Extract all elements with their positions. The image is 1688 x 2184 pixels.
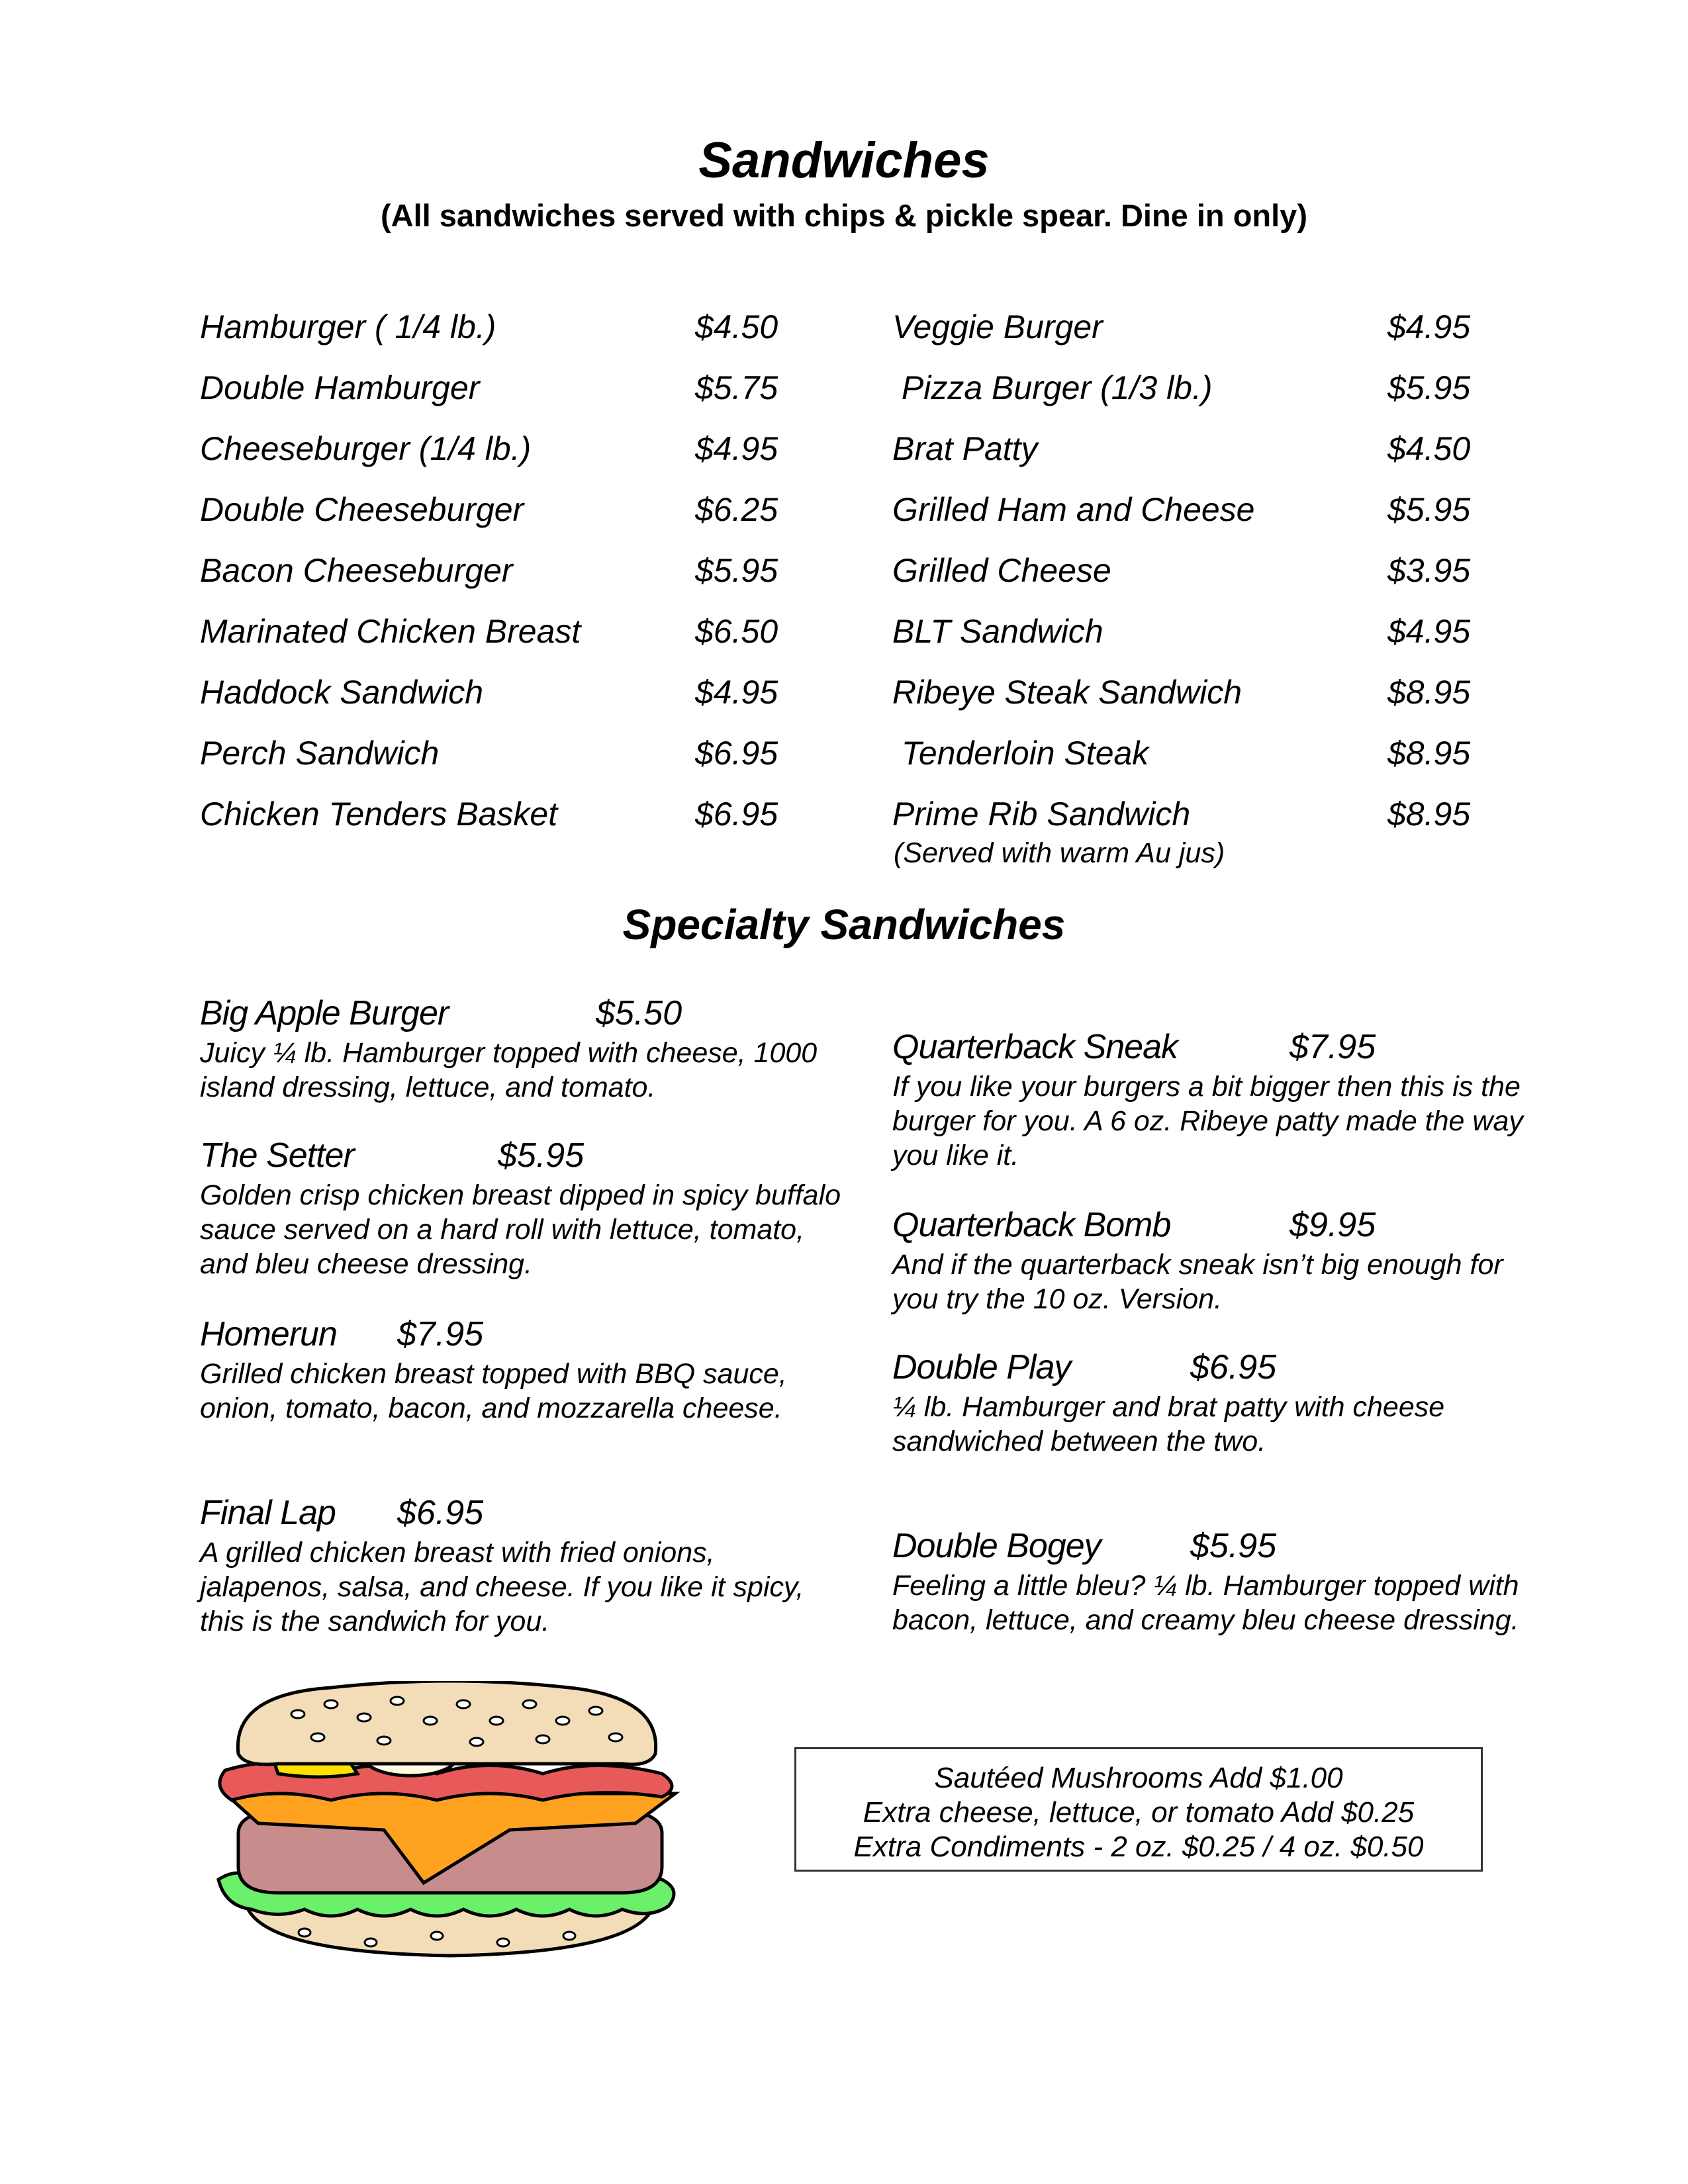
specialty-item [892, 1529, 1541, 1637]
prime-rib-note: (Served with warm Au jus) [894, 837, 1225, 869]
specialty-title: Specialty Sandwiches [622, 901, 1066, 948]
menu-item [892, 369, 1488, 430]
menu-item [200, 795, 796, 856]
specialty-item-name: The Setter [200, 1136, 354, 1175]
specialty-item-description: Golden crisp chicken breast dipped in spicy buffalo sauce served on a hard roll with lettuce, tomato, and bleu cheese dressing. [200, 1179, 841, 1280]
specialty-item-name: Quarterback Bomb [892, 1206, 1171, 1244]
menu-item [200, 369, 796, 430]
extras-box [794, 1747, 1483, 1872]
menu-item-price: $5.75 [695, 369, 778, 406]
menu-item-price: $5.95 [1387, 491, 1471, 528]
menu-item [200, 551, 796, 612]
specialty-item-price: $9.95 [1289, 1206, 1376, 1244]
specialty-item-description: ¼ lb. Hamburger and brat patty with cheese sandwiched between the two. [892, 1391, 1445, 1457]
menu-item-name: Cheeseburger (1/4 lb.) [200, 430, 532, 467]
menu-item [200, 673, 796, 734]
menu-item-price: $8.95 [1387, 674, 1471, 711]
specialty-item [892, 1030, 1541, 1173]
specialty-item-name: Final Lap [200, 1494, 336, 1532]
extras-line: Extra cheese, lettuce, or tomato Add $0.25 [863, 1796, 1415, 1829]
specialty-item-description: A grilled chicken breast with fried onions, jalapenos, salsa, and cheese. If you like it spicy, this is the sandwich for you. [200, 1537, 804, 1637]
menu-item [200, 308, 796, 369]
menu-item-name: Double Hamburger [200, 369, 480, 406]
specialty-item-name: Double Bogey [892, 1527, 1101, 1565]
specialty-item [892, 1350, 1541, 1459]
menu-item [892, 430, 1488, 490]
menu-item-name: Prime Rib Sandwich [892, 796, 1191, 833]
menu-item-name: Haddock Sandwich [200, 674, 484, 711]
menu-item-price: $6.50 [695, 613, 778, 650]
menu-item-price: $4.95 [1387, 308, 1471, 345]
menu-item [200, 490, 796, 551]
menu-item-name: Tenderloin Steak [892, 735, 1149, 772]
menu-item [892, 612, 1488, 673]
menu-item-price: $5.95 [695, 552, 778, 589]
specialty-item-price: $6.95 [1190, 1348, 1277, 1387]
specialty-item-name: Double Play [892, 1348, 1071, 1387]
menu-item-name: Double Cheeseburger [200, 491, 524, 528]
specialty-item-price: $6.95 [397, 1494, 484, 1532]
specialty-item-description: And if the quarterback sneak isn’t big enough for you try the 10 oz. Version. [892, 1249, 1503, 1315]
menu-item-name: Brat Patty [892, 430, 1038, 467]
menu-item-price: $4.95 [695, 674, 778, 711]
menu-item-price: $4.95 [1387, 613, 1471, 650]
specialty-item-price: $5.95 [1190, 1527, 1277, 1565]
menu-item-name: Ribeye Steak Sandwich [892, 674, 1243, 711]
menu-column-right [892, 308, 1488, 856]
menu-item-price: $6.25 [695, 491, 778, 528]
menu-item [892, 673, 1488, 734]
menu-item [200, 612, 796, 673]
extras-line: Extra Condiments - 2 oz. $0.25 / 4 oz. $0.50 [853, 1831, 1424, 1863]
menu-item-name: Grilled Cheese [892, 552, 1111, 589]
menu-item-name: Marinated Chicken Breast [200, 613, 581, 650]
specialty-item-price: $7.95 [397, 1315, 484, 1353]
specialty-item-description: Feeling a little bleu? ¼ lb. Hamburger topped with bacon, lettuce, and creamy bleu cheese dressing. [892, 1570, 1519, 1636]
menu-item-price: $6.95 [695, 796, 778, 833]
page-subtitle: (All sandwiches served with chips & pickle spear. Dine in only) [381, 198, 1307, 233]
menu-item-name: BLT Sandwich [892, 613, 1103, 650]
menu-item-name: Bacon Cheeseburger [200, 552, 513, 589]
hamburger-illustration-icon [199, 1681, 702, 1959]
menu-item-price: $3.95 [1387, 552, 1471, 589]
menu-item-price: $8.95 [1387, 735, 1471, 772]
specialty-item-description: Juicy ¼ lb. Hamburger topped with cheese, 1000 island dressing, lettuce, and tomato. [200, 1037, 818, 1103]
specialty-item-name: Quarterback Sneak [892, 1028, 1178, 1066]
specialty-item-description: Grilled chicken breast topped with BBQ sauce, onion, tomato, bacon, and mozzarella cheese. [200, 1358, 787, 1424]
menu-item-price: $4.50 [1387, 430, 1471, 467]
menu-item [892, 308, 1488, 369]
specialty-item-name: Big Apple Burger [200, 994, 449, 1032]
menu-item-price: $8.95 [1387, 796, 1471, 833]
extras-line: Sautéed Mushrooms Add $1.00 [934, 1762, 1343, 1794]
specialty-item-price: $5.95 [498, 1136, 585, 1175]
menu-item-name: Veggie Burger [892, 308, 1103, 345]
menu-item [892, 734, 1488, 795]
menu-item [892, 551, 1488, 612]
specialty-item [200, 1317, 849, 1426]
specialty-item [200, 1496, 849, 1639]
specialty-item [892, 1208, 1541, 1316]
menu-item [200, 734, 796, 795]
specialty-item-price: $7.95 [1289, 1028, 1376, 1066]
menu-item-price: $4.50 [695, 308, 778, 345]
specialty-item-name: Homerun [200, 1315, 337, 1353]
specialty-item [200, 1138, 849, 1281]
specialty-item-price: $5.50 [596, 994, 682, 1032]
menu-item [200, 430, 796, 490]
menu-item-name: Hamburger ( 1/4 lb.) [200, 308, 496, 345]
menu-item-price: $6.95 [695, 735, 778, 772]
menu-column-left [200, 308, 796, 856]
menu-item-name: Chicken Tenders Basket [200, 796, 558, 833]
menu-item-price: $4.95 [695, 430, 778, 467]
specialty-item [200, 996, 849, 1105]
specialty-item-description: If you like your burgers a bit bigger then this is the burger for you. A 6 oz. Ribeye patty made the way you like it. [892, 1071, 1523, 1171]
menu-item-name: Perch Sandwich [200, 735, 440, 772]
page-title: Sandwiches [698, 132, 990, 189]
menu-item-name: Pizza Burger (1/3 lb.) [892, 369, 1213, 406]
menu-item [892, 490, 1488, 551]
menu-item-name: Grilled Ham and Cheese [892, 491, 1255, 528]
menu-item-price: $5.95 [1387, 369, 1471, 406]
